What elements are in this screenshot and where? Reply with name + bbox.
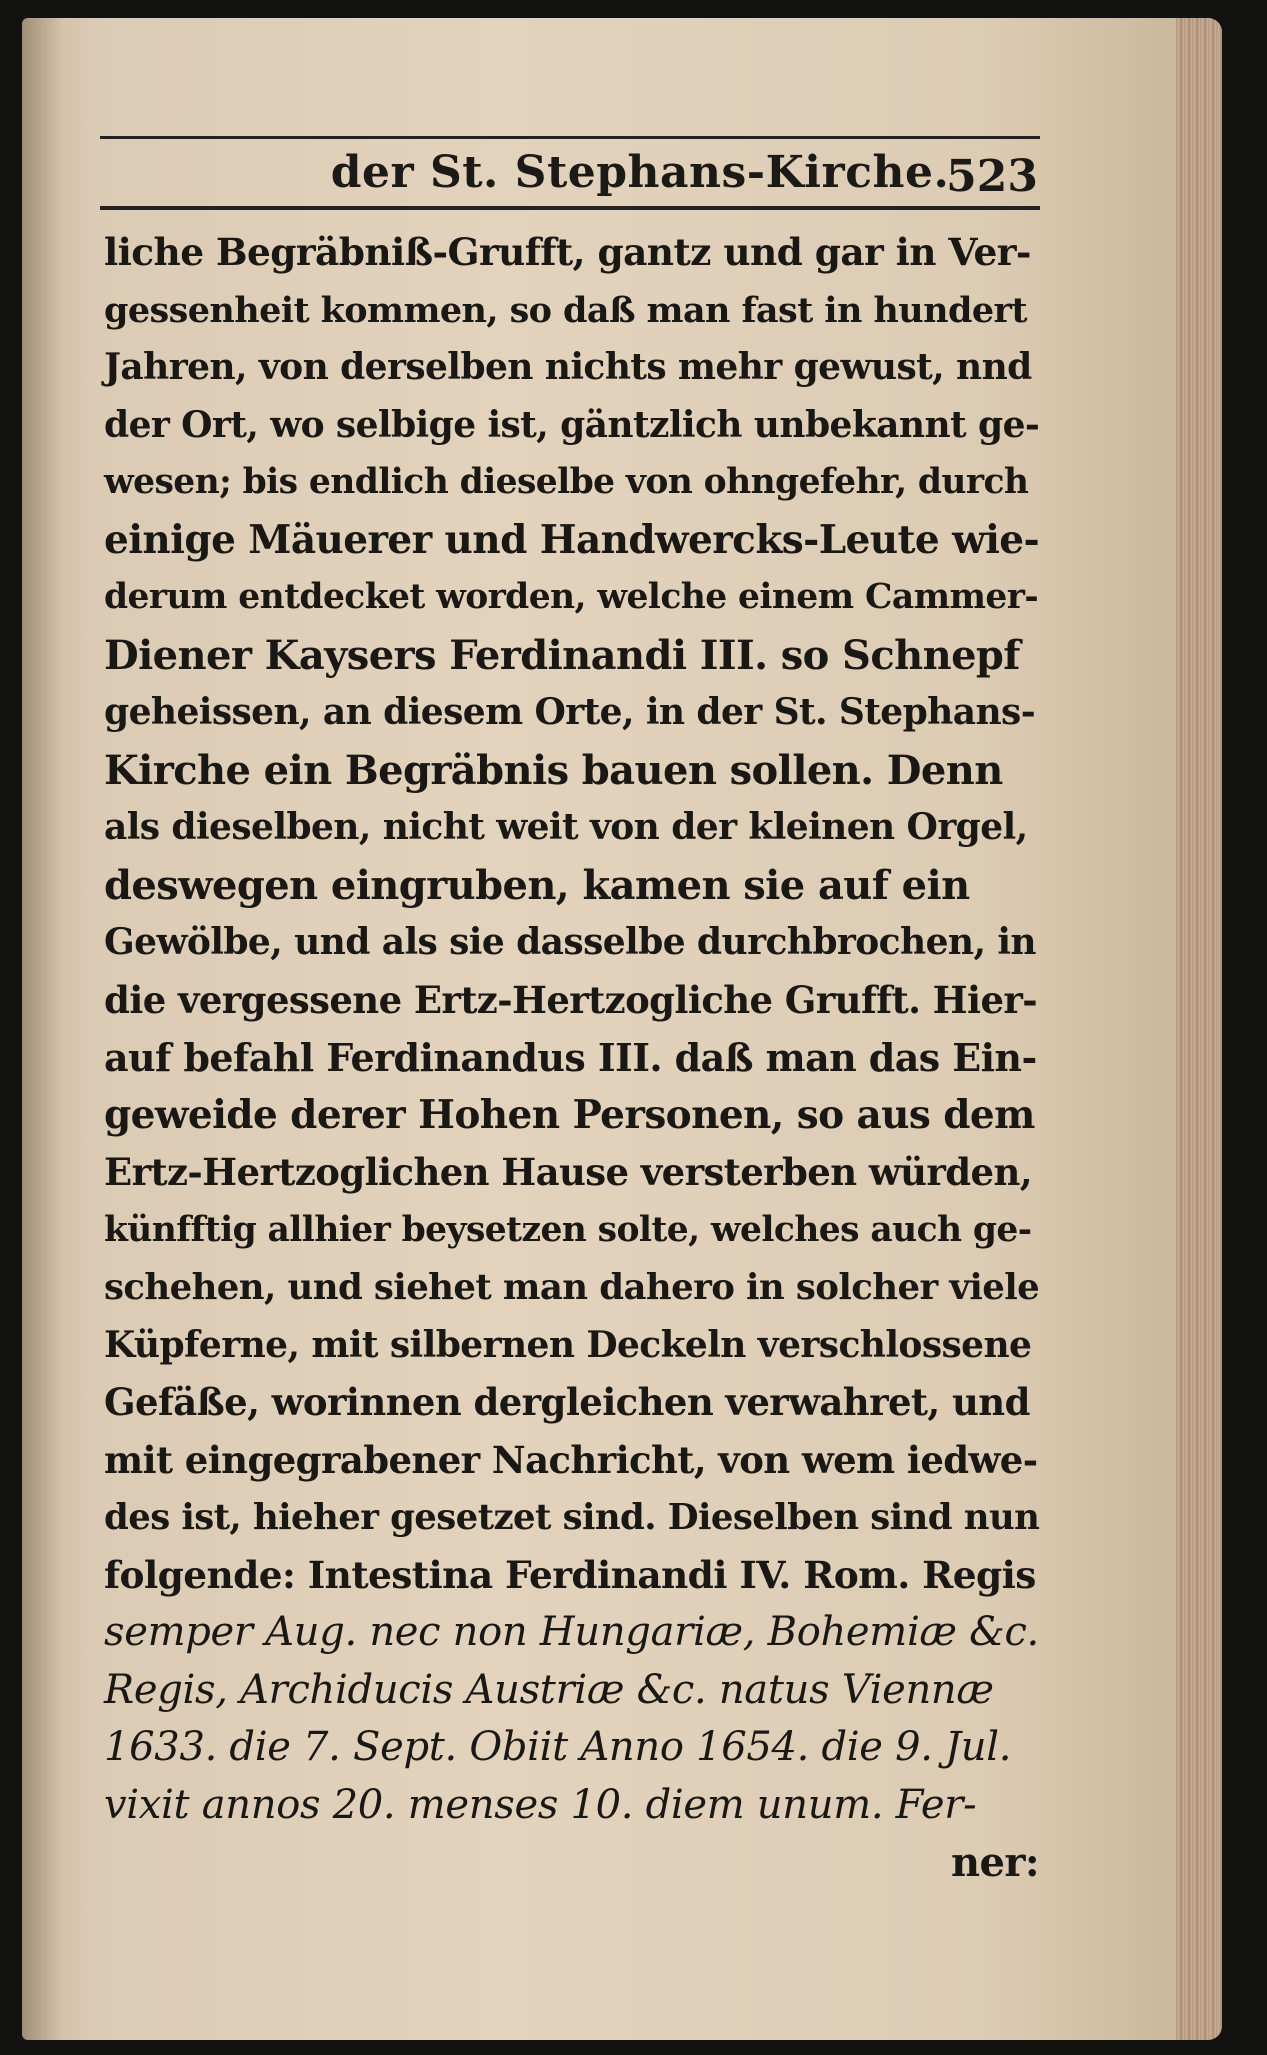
- text-line: Küpferne, mit silbernen Deckeln verschlossene: [104, 1323, 1032, 1366]
- text-line: folgende: Intestina Ferdinandi IV. Rom. Regis: [104, 1552, 1036, 1597]
- text-line: semper Aug. nec non Hungariæ, Bohemiæ &c.: [104, 1609, 1039, 1655]
- text-line: deswegen eingruben, kamen sie auf ein: [104, 861, 970, 909]
- text-line: geweide derer Hohen Personen, so aus dem: [104, 1091, 1035, 1138]
- body-text: [104, 224, 1039, 1892]
- header-rule-bottom: [100, 206, 1040, 210]
- text-line: liche Begräbniß-Grufft, gantz und gar in Ver-: [104, 230, 1031, 274]
- text-line: die vergessene Ertz-Hertzogliche Grufft. Hier-: [104, 977, 1038, 1022]
- text-line: auf befahl Ferdinandus III. daß man das Ein-: [104, 1035, 1037, 1080]
- page-header: [100, 142, 1038, 204]
- text-line: Gefäße, worinnen dergleichen verwahret, und: [104, 1380, 1030, 1424]
- catchword-line: [104, 1834, 1039, 1892]
- text-line: Jahren, von derselben nichts mehr gewust, nnd: [104, 346, 1032, 388]
- text-line: schehen, und siehet man dahero in solcher viele: [104, 1267, 1040, 1308]
- text-line: mit eingegrabener Nachricht, von wem iedwe-: [104, 1437, 1038, 1482]
- text-line: künfftig allhier beysetzen solte, welches auch ge-: [104, 1209, 1032, 1250]
- text-line: gessenheit kommen, so daß man fast in hundert: [104, 289, 1027, 331]
- text-line: 1633. die 7. Sept. Obiit Anno 1654. die 9. Jul.: [104, 1724, 1012, 1770]
- text-line: geheissen, an diesem Orte, in der St. Stephans-: [104, 691, 1036, 733]
- text-line: Regis, Archiducis Austriæ &c. natus Viennæ: [104, 1666, 994, 1713]
- page-edge: [1176, 18, 1222, 2040]
- text-line: derum entdecket worden, welche einem Cammer-: [104, 577, 1039, 617]
- text-line: des ist, hieher gesetzet sind. Dieselben sind nun: [104, 1497, 1040, 1538]
- text-line: wesen; bis endlich dieselbe von ohngefehr, durch: [104, 462, 1029, 502]
- page-number: 523: [946, 151, 1038, 202]
- gutter-shadow: [22, 18, 62, 2040]
- text-line: Gewölbe, und als sie dasselbe durchbrochen, in: [104, 921, 1036, 963]
- text-line: vixit annos 20. menses 10. diem unum. Fer-: [104, 1781, 977, 1828]
- text-line: Kirche ein Begräbnis bauen sollen. Denn: [104, 746, 1003, 794]
- text-line: einige Mäuerer und Handwercks-Leute wie-: [104, 516, 1040, 563]
- catchword: ner:: [951, 1839, 1039, 1886]
- header-rule-top: [100, 136, 1040, 139]
- text-line: als dieselben, nicht weit von der kleinen Orgel,: [104, 806, 1028, 848]
- text-line: Ertz-Hertzoglichen Hause versterben würden,: [104, 1150, 1033, 1194]
- text-line: Diener Kaysers Ferdinandi III. so Schnepf: [104, 631, 1020, 679]
- running-head: der St. Stephans-Kirche.: [330, 147, 950, 198]
- text-line: der Ort, wo selbige ist, gäntzlich unbekannt ge-: [104, 403, 1040, 446]
